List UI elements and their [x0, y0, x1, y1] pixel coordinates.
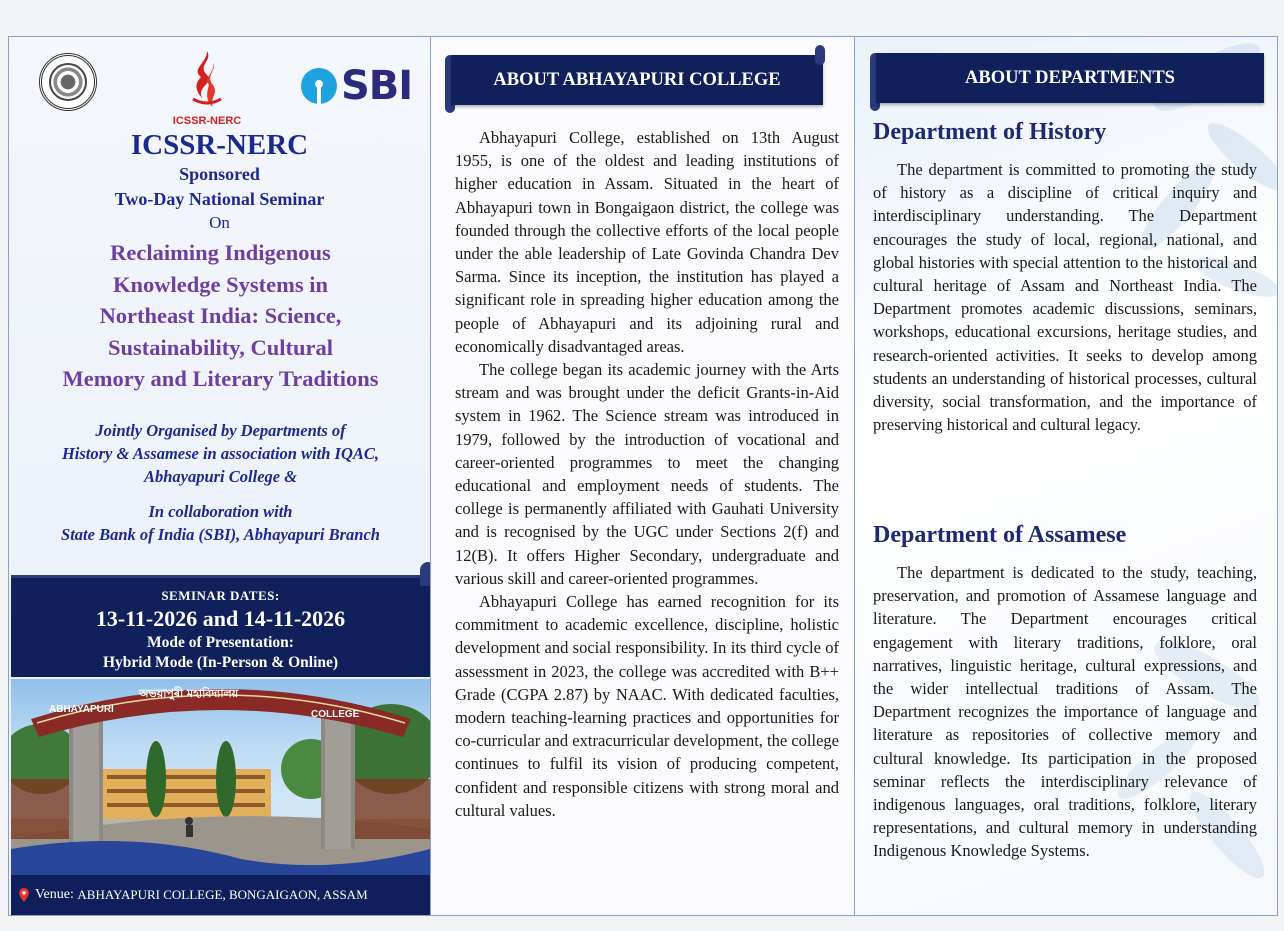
college-gate-photo	[11, 679, 430, 875]
seminar-theme	[29, 237, 412, 395]
sponsored-label: Sponsored	[179, 164, 260, 184]
about-departments-panel	[854, 36, 1278, 916]
icssr-flame-icon	[187, 49, 227, 111]
venue-value: ABHAYAPURI COLLEGE, BONGAIGAON, ASSAM	[77, 887, 368, 902]
icssr-nerc-logo	[167, 49, 247, 127]
theme-line: Knowledge Systems in	[112, 271, 328, 297]
assamese-paragraph: The department is dedicated to the study, teaching, preservation, and promotion of Assamese language and literature. The Department encourages critical engagement with literary traditions, folklore, oral narratives, linguistic heritage, cultural expressions, and the wider intellectual traditions of Assam. The Department recognizes the importance of language and literature as repositories of collective memory and cultural knowledge. Its participation in the proposed seminar reflects the interdisciplinary relevance of indigenous languages, oral traditions, folklore, literary representations, and cultural memory in understanding Indigenous Knowledge Systems.	[873, 563, 1257, 861]
venue-prefix: Venue:	[35, 887, 78, 902]
about-departments-header: ABOUT DEPARTMENTS	[876, 53, 1264, 103]
dates-label: SEMINAR DATES:	[161, 588, 280, 603]
theme-line: Northeast India: Science,	[99, 303, 342, 328]
about-paragraph: Abhayapuri College has earned recognition for its commitment to academic excellence, discipline, holistic development and social responsibility. In its third cycle of assessment in 2023, the college was accredited with B++ Grade (CGPA 2.87) by NAAC. With dedicated faculties, modern teaching-learning practices and opportunities for co-curricular and extracurricular development, the college continues to fulfil its vision of producing competent, confident and responsible citizens with strong moral and cultural values.	[455, 592, 839, 820]
organisers-line: History & Assamese in association with IQAC,	[61, 444, 380, 463]
history-dept-title: Department of History	[873, 119, 1107, 145]
collaboration-note	[19, 500, 422, 546]
seminar-dates-banner	[11, 575, 430, 677]
organisers-line: Abhayapuri College &	[143, 467, 298, 486]
about-college-text	[455, 126, 839, 822]
mode-label: Mode of Presentation:	[147, 634, 294, 651]
gate-sign-right: COLLEGE	[311, 709, 360, 720]
assamese-dept-title: Department of Assamese	[873, 522, 1127, 548]
theme-line: Sustainability, Cultural	[107, 334, 334, 360]
history-dept-text	[873, 158, 1257, 436]
logo-row	[9, 43, 430, 127]
icssr-logo-text: ICSSR-NERC	[172, 115, 242, 127]
gate-sign-left: ABHAYAPURI	[49, 704, 114, 715]
theme-line: Memory and Literary Traditions	[62, 366, 379, 391]
banner-curl	[420, 562, 431, 586]
seminar-type: Two-Day National Seminar	[114, 189, 325, 209]
organizer-title: ICSSR-NERC	[130, 129, 309, 161]
organisers-line: Jointly Organised by Departments of	[95, 421, 346, 440]
on-label: On	[209, 213, 230, 232]
mode-value: Hybrid Mode (In-Person & Online)	[102, 654, 339, 671]
seal-emblem-icon	[49, 63, 87, 101]
about-college-panel	[431, 36, 854, 916]
sbi-keyhole-icon	[301, 68, 337, 104]
organisers-note	[19, 419, 422, 488]
cover-panel	[8, 36, 431, 916]
header-scroll-curl	[815, 45, 825, 65]
about-paragraph: The college began its academic journey with the Arts stream and was brought under the deficit Grants-in-Aid system in 1962. The Science stream was introduced in 1979, followed by the introduction of vocational and career-oriented programmes to meet the changing educational and employment needs of students. The college is permanently affiliated with Gauhati University and is recognised by the UGC under Sections 2(f) and 12(B). It offers Higher Secondary, undergraduate and various skill and career-oriented programmes.	[455, 360, 839, 588]
location-pin-icon	[17, 888, 31, 902]
gate-sign-assamese: অভয়াপুৰী মহাবিদ্যালয়	[139, 687, 239, 700]
about-college-header: ABOUT ABHAYAPURI COLLEGE	[451, 55, 823, 105]
about-paragraph: Abhayapuri College, established on 13th August 1955, is one of the oldest and leading institutions of higher education in Assam. Situated in the heart of Abhayapuri town in Bongaigaon district, the college was founded through the collective efforts of the local people under the able leadership of Late Govinda Chandra Dev Sarma. Since its inception, the institution has played a significant role in spreading higher education among the people of Abhayapuri and its adjoining rural and economically disadvantaged areas.	[455, 128, 839, 356]
collaboration-line: In collaboration with	[148, 502, 293, 521]
sbi-logo-text: SBI	[341, 63, 413, 109]
history-paragraph: The department is committed to promoting the study of history as a discipline of critical inquiry and interdisciplinary understanding. The Department encourages the study of local, regional, national, and global histories with special attention to the historical and cultural heritage of Assam and Northeast India. The Department promotes academic discussions, seminars, workshops, educational excursions, heritage studies, and research-oriented activities. It seeks to develop among students an understanding of historical processes, cultural diversity, social transformation, and the importance of preserving historical and cultural legacy.	[873, 160, 1257, 435]
theme-line: Reclaiming Indigenous	[110, 240, 331, 265]
sbi-logo	[301, 61, 412, 111]
college-seal-logo	[39, 53, 97, 111]
collaboration-line: State Bank of India (SBI), Abhayapuri Branch	[61, 525, 380, 544]
assamese-dept-text	[873, 561, 1257, 863]
dates-value: 13-11-2026 and 14-11-2026	[95, 606, 346, 631]
venue-banner	[11, 875, 430, 915]
